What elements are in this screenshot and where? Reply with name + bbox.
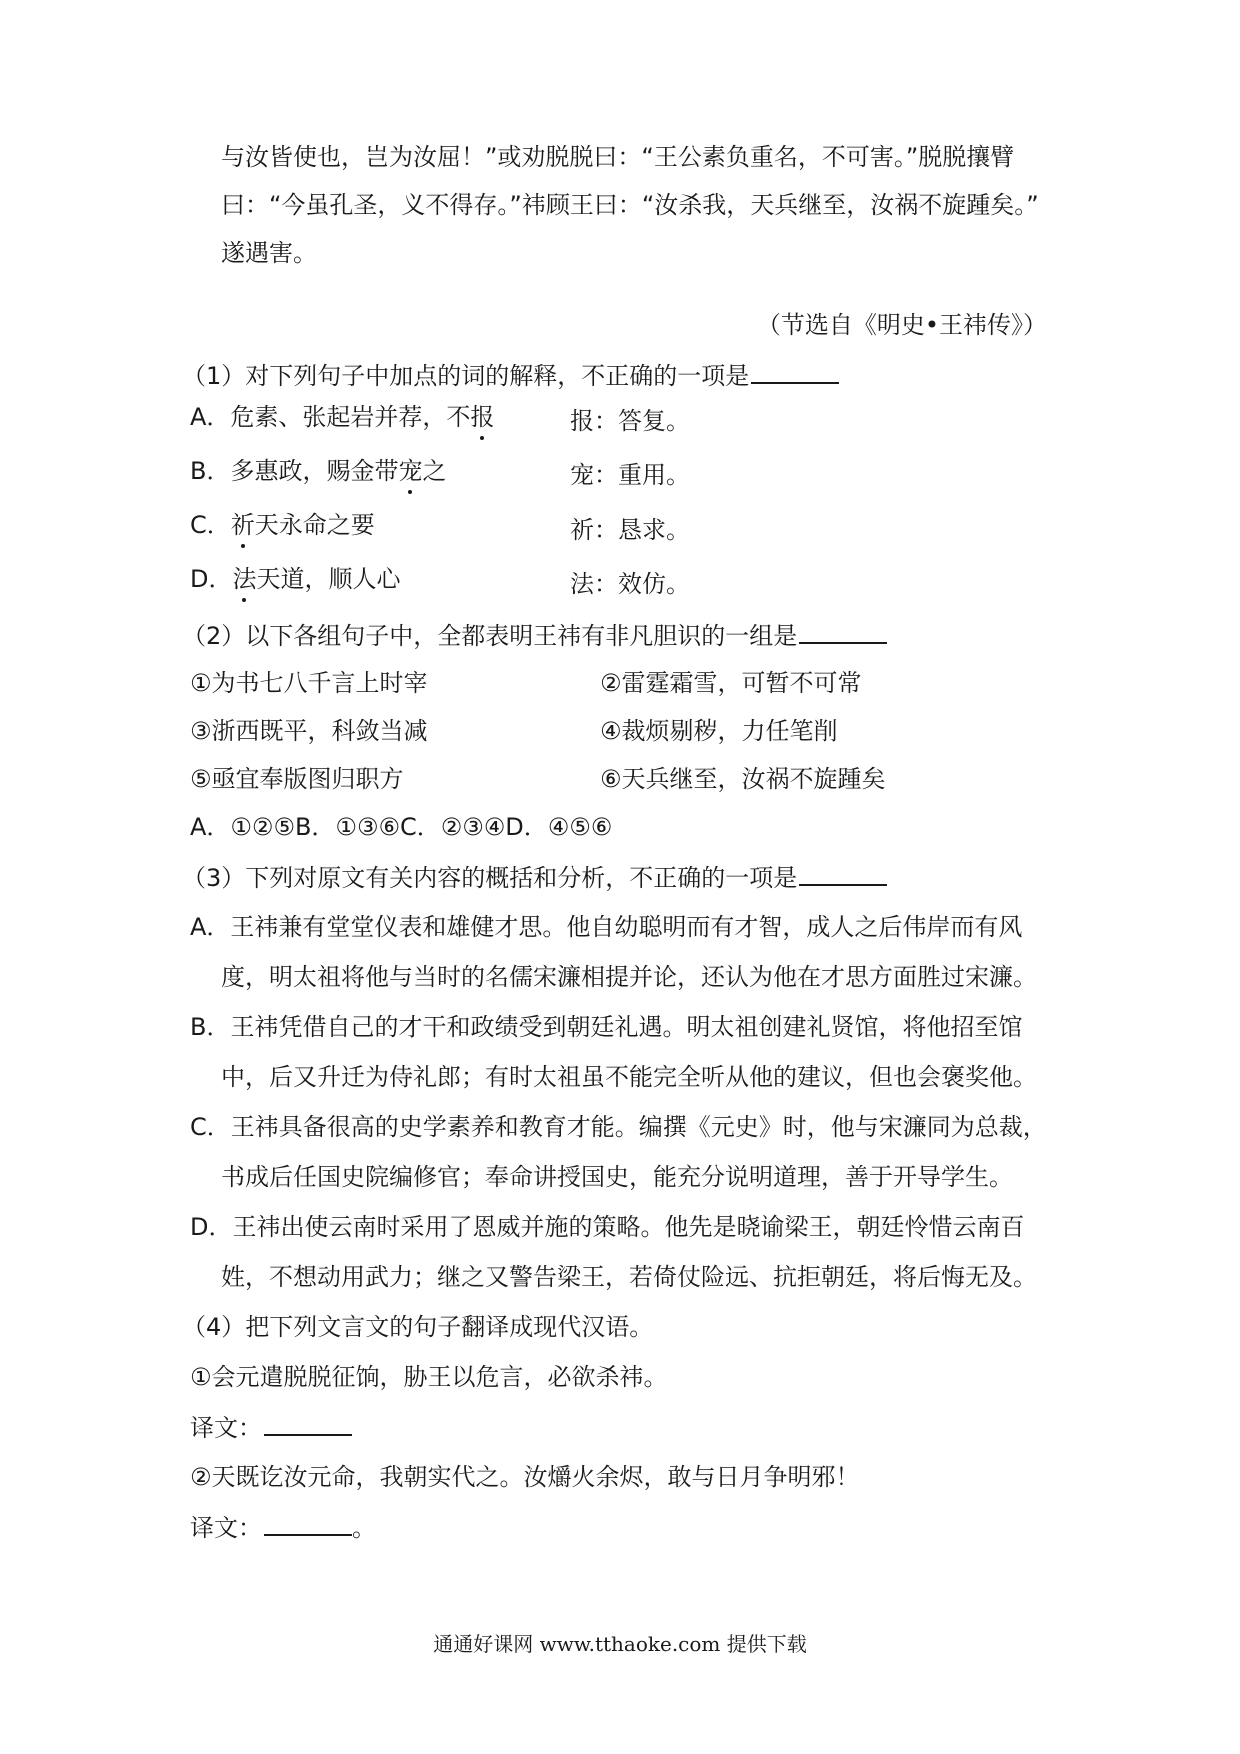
q3-option-d-cont: 姓，不想动用武力；继之又警告梁王，若倚仗险远、抗拒朝廷，将后悔无及。 [221,1263,1037,1291]
q3-option-b-cont: 中，后又升迁为侍礼郎；有时太祖虽不能完全听从他的建议，但也会褒奖他。 [221,1063,1037,1091]
answer-blank [264,1510,352,1536]
option-label: D． [190,565,233,593]
q4-sentence-1: ①会元遣脱脱征饷，胁王以危言，必欲杀祎。 [190,1363,668,1391]
answer-blank [799,860,887,886]
translation-label: 译文： [190,1414,262,1442]
q3-option-b [190,1010,1022,1044]
option-label: C． [190,1113,231,1141]
q1-gloss-c: 祈：恳求。 [570,516,690,544]
q1-option-b [190,454,446,488]
answer-blank [751,358,839,384]
option-text: 危素、张起岩并荐，不 [230,403,471,431]
q1-stem [182,358,839,393]
q2-item-6: ⑥天兵继至，汝祸不旋踵矣 [600,765,886,793]
option-text: 多惠政，赐金带 [230,457,399,485]
option-text: 天道，顺人心 [256,565,401,593]
q4-translation-2 [190,1510,376,1545]
option-label: C． [190,511,231,539]
q1-gloss-a: 报：答复。 [570,407,690,435]
passage-line: 遂遇害。 [221,239,317,267]
option-label: A． [190,913,231,941]
q3-stem-text: （3）下列对原文有关内容的概括和分析，不正确的一项是 [182,864,798,892]
option-text: 王祎出使云南时采用了恩威并施的策略。他先是晓谕梁王，朝廷怜惜云南百 [232,1213,1025,1241]
q2-stem [182,618,887,653]
q3-option-c-cont: 书成后任国史院编修官；奉命讲授国史，能充分说明道理，善于开导学生。 [221,1163,1013,1191]
q1-option-d [190,562,400,596]
answer-blank [799,618,887,644]
dotted-char: 报 [470,400,494,434]
option-label: D． [190,1213,233,1241]
q3-option-c [190,1110,1047,1144]
q2-item-1: ①为书七八千言上时宰 [190,669,428,697]
option-text: 之 [422,457,447,485]
passage-line: 曰：“今虽孔圣，义不得存。”祎顾王曰：“汝杀我，天兵继至，汝祸不旋踵矣。” [221,191,1039,219]
q3-option-a-cont: 度，明太祖将他与当时的名儒宋濂相提并论，还认为他在才思方面胜过宋濂。 [221,963,1037,991]
q3-stem [182,860,887,895]
translation-label: 译文： [190,1514,262,1542]
option-label: B． [190,457,231,485]
option-label: B． [190,1013,231,1041]
q1-gloss-d: 法：效仿。 [570,570,690,598]
dotted-char: 法 [232,562,256,596]
q2-item-3: ③浙西既平，科敛当减 [190,717,428,745]
q4-stem: （4）把下列文言文的句子翻译成现代汉语。 [182,1313,654,1341]
option-text: 王祎兼有堂堂仪表和雄健才思。他自幼聪明而有才智，成人之后伟岸而有风 [230,913,1023,941]
q1-option-c [190,508,375,542]
q1-gloss-b: 宠：重用。 [570,461,690,489]
q1-stem-text: （1）对下列句子中加点的词的解释，不正确的一项是 [182,362,750,390]
option-text: 天永命之要 [254,511,375,539]
answer-blank [264,1410,352,1436]
page-footer: 通通好课网 www.tthaoke.com 提供下载 [433,1632,807,1656]
q2-item-4: ④裁烦剔秽，力任笔削 [600,717,838,745]
q2-item-5: ⑤亟宜奉版图归职方 [190,765,404,793]
q1-option-a [190,400,494,434]
dotted-char: 宠 [398,454,422,488]
passage-line: 与汝皆使也，岂为汝屈！”或劝脱脱曰：“王公素负重名，不可害。”脱脱攘臂 [221,143,1015,171]
q2-answers: A．①②⑤B．①③⑥C．②③④D．④⑤⑥ [190,813,613,841]
q2-item-2: ②雷霆霜雪，可暂不可常 [600,669,862,697]
q4-translation-1 [190,1410,352,1445]
q3-option-a [190,910,1022,944]
q4-sentence-2: ②天既讫汝元命，我朝实代之。汝爝火余烬，敢与日月争明邪！ [190,1463,860,1491]
passage-source: （节选自《明史•王祎传》） [756,311,1047,339]
dotted-char: 祈 [231,508,255,542]
translation-end: 。 [352,1514,376,1542]
q3-option-d [190,1210,1024,1244]
option-text: 王祎具备很高的史学素养和教育才能。编撰《元史》时，他与宋濂同为总裁， [230,1113,1047,1141]
q2-stem-text: （2）以下各组句子中，全都表明王祎有非凡胆识的一组是 [182,622,798,650]
option-text: 王祎凭借自己的才干和政绩受到朝廷礼遇。明太祖创建礼贤馆，将他招至馆 [230,1013,1023,1041]
option-label: A． [190,403,231,431]
